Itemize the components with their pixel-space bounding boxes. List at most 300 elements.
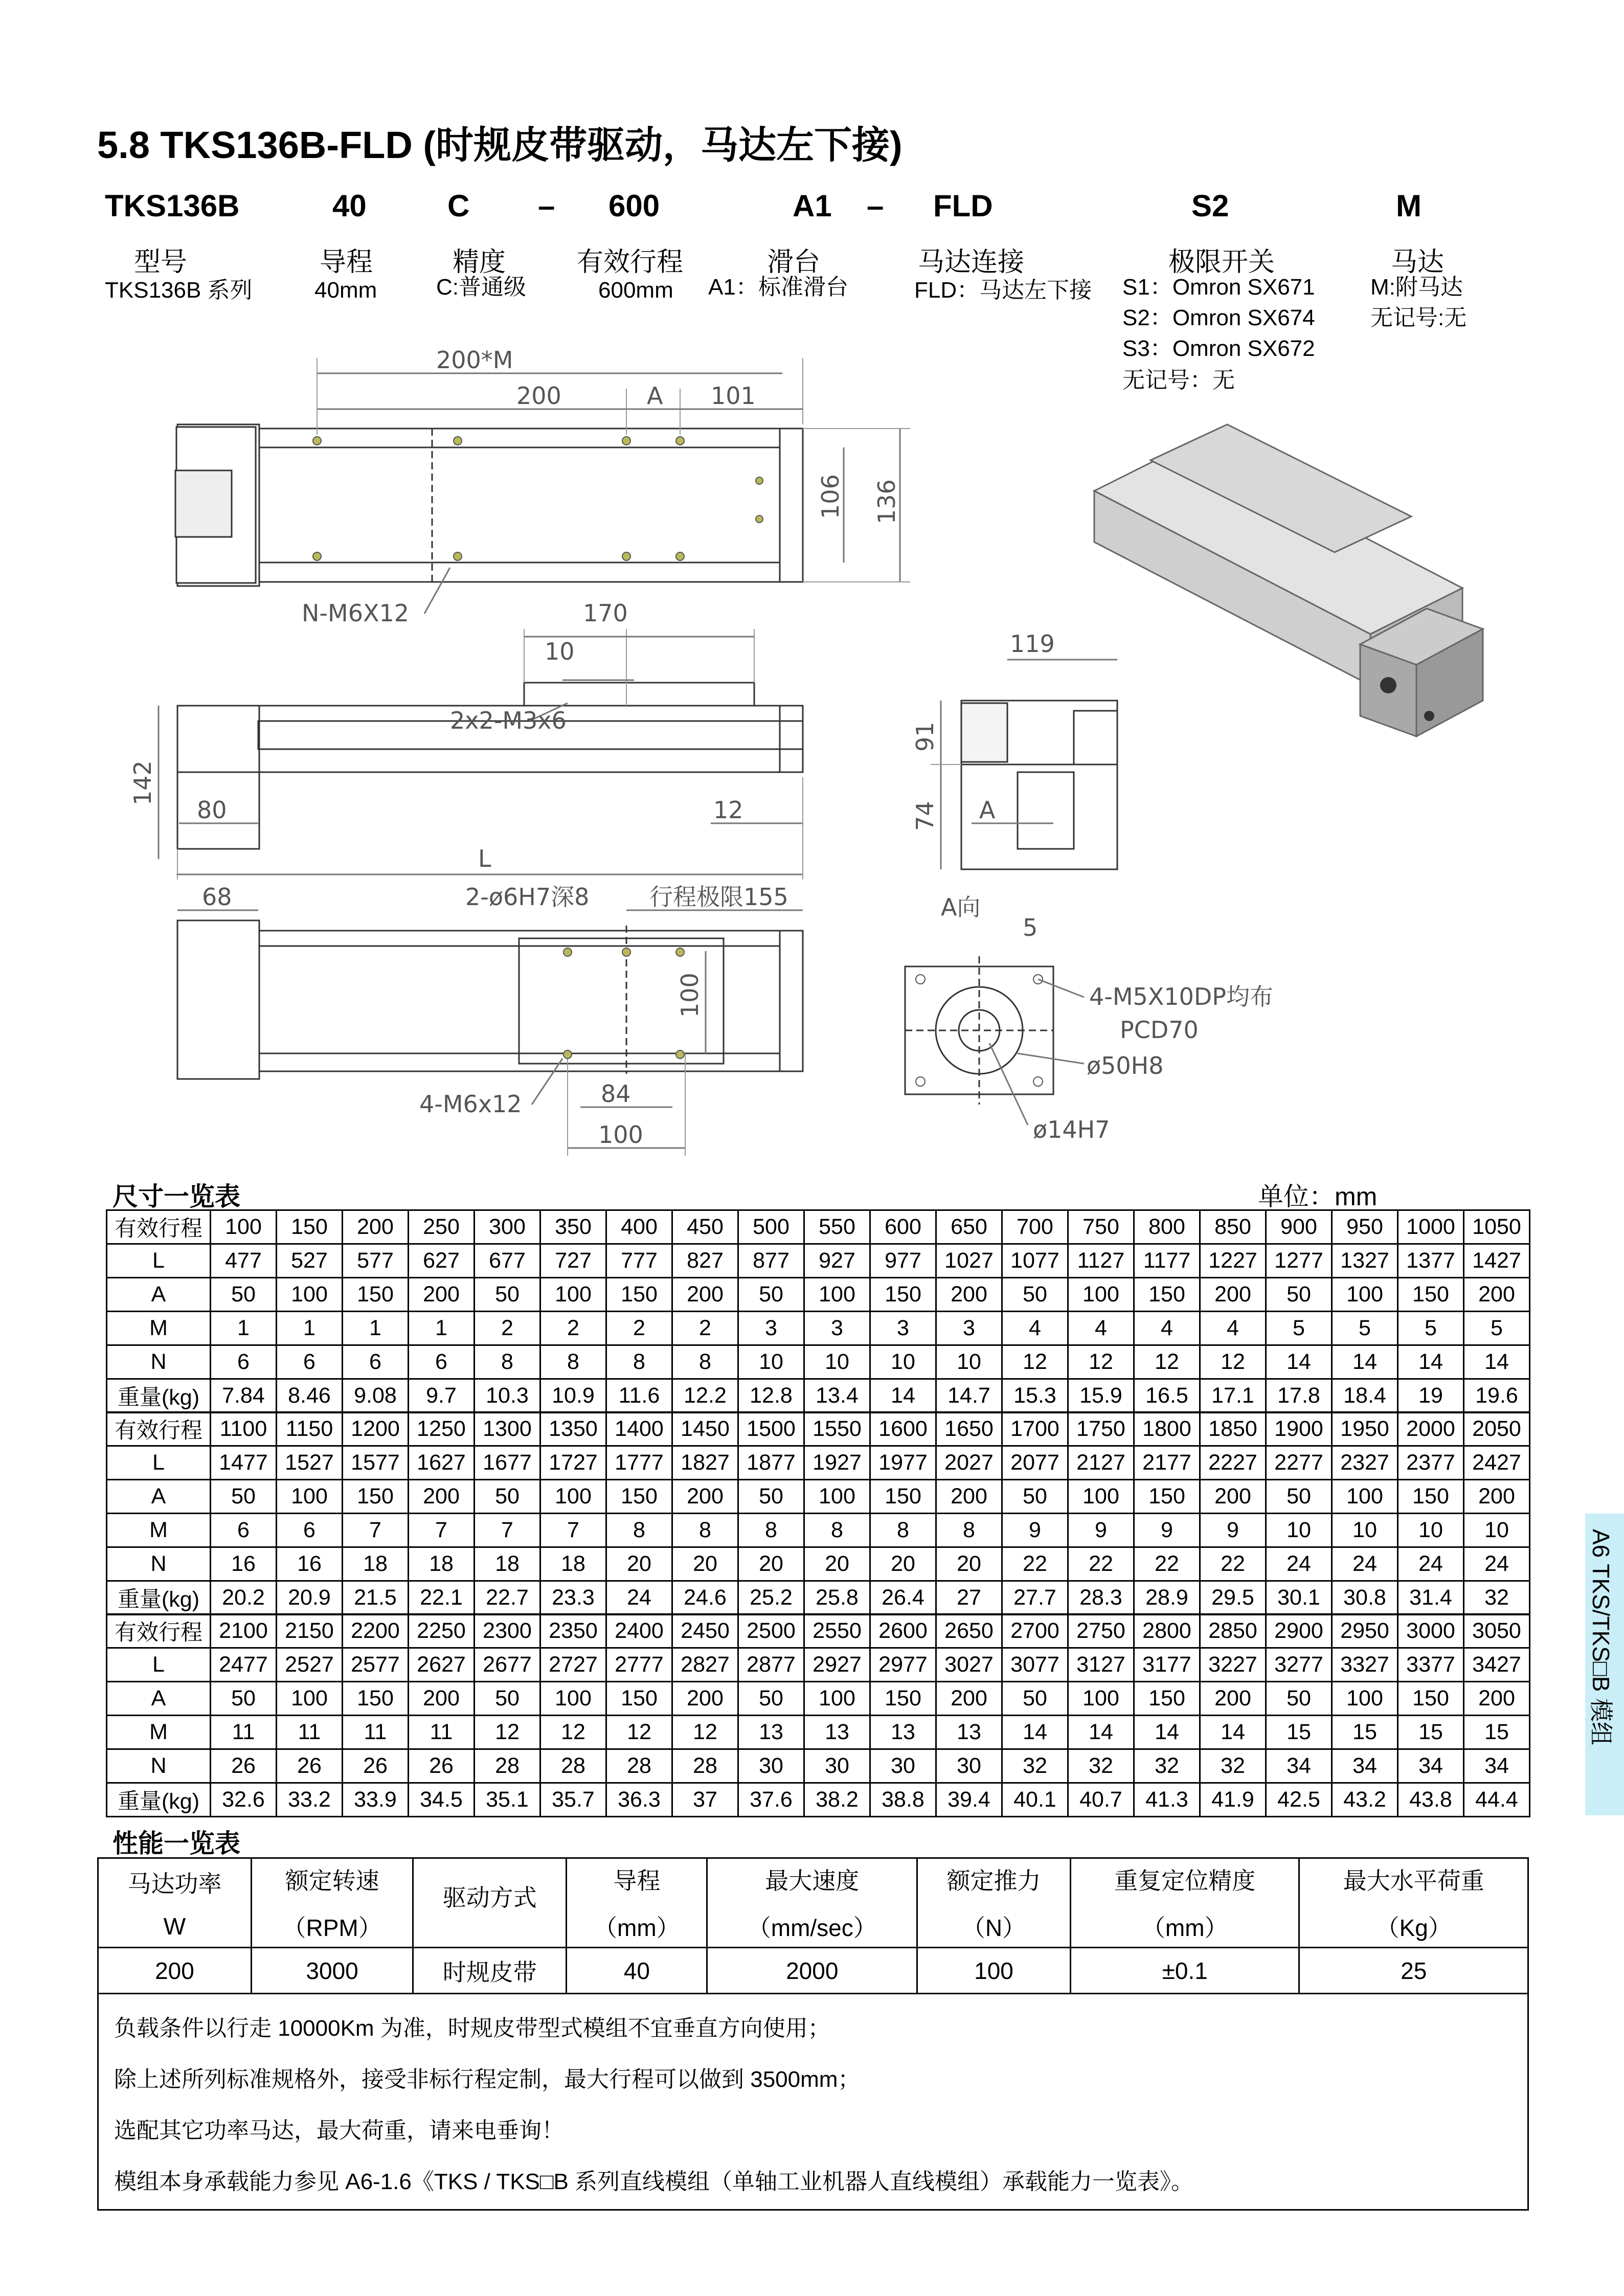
table-cell: 50 [738,1480,804,1514]
table-cell: 32.6 [211,1783,277,1817]
table-cell: 50 [211,1480,277,1514]
dim-label: N-M6X12 [302,599,410,627]
table-cell: 33.9 [343,1783,409,1817]
table-cell: 8 [870,1514,936,1547]
table-cell: 16 [211,1547,277,1581]
table-cell: 100 [540,1682,606,1716]
dim-label: A [979,796,996,824]
code-slide: A1 [793,189,832,223]
table-cell: 14 [1200,1716,1266,1749]
table-cell: 2200 [343,1614,409,1648]
table-cell: 3427 [1464,1648,1530,1682]
table-cell: 727 [540,1244,606,1278]
perf-value: 200 [98,1948,252,1994]
table-cell: 777 [606,1244,672,1278]
table-cell: 2350 [540,1614,606,1648]
table-cell: 1477 [211,1446,277,1480]
table-cell: 2977 [870,1648,936,1682]
performance-table-title: 性能一览表 [112,1829,240,1858]
table-cell: 5 [1464,1312,1530,1345]
table-cell: 12 [1200,1345,1266,1379]
table-cell: 10.9 [540,1379,606,1413]
table-cell: 750 [1068,1210,1134,1244]
table-cell: 32 [1464,1581,1530,1615]
table-cell: 1177 [1134,1244,1200,1278]
dim-label: 74 [911,801,939,831]
table-cell: 1250 [409,1412,475,1446]
table-cell: 2150 [277,1614,343,1648]
table-cell: 1000 [1398,1210,1464,1244]
row-header: 有效行程 [107,1412,211,1446]
table-cell: 50 [1266,1278,1332,1312]
table-cell: 12 [1068,1345,1134,1379]
table-cell: 13 [936,1716,1002,1749]
table-cell: 1277 [1266,1244,1332,1278]
table-cell: 2477 [211,1648,277,1682]
table-cell: 150 [606,1682,672,1716]
table-cell: 44.4 [1464,1783,1530,1817]
table-cell: 26.4 [870,1581,936,1615]
table-cell: 12.2 [672,1379,738,1413]
dim-label: 2x2-M3x6 [450,707,567,734]
table-cell: 35.7 [540,1783,606,1817]
table-cell: 100 [1332,1480,1398,1514]
table-cell: 2050 [1464,1412,1530,1446]
table-cell: 10 [1464,1514,1530,1547]
table-row [107,1446,1530,1480]
table-cell: 4 [1134,1312,1200,1345]
table-row [107,1749,1530,1783]
table-cell: 14 [1464,1345,1530,1379]
perf-header-line: 导程 [613,1867,661,1894]
table-cell: 40.7 [1068,1783,1134,1817]
table-cell: 700 [1002,1210,1068,1244]
dim-label: 5 [1023,914,1038,941]
table-cell: 18.4 [1332,1379,1398,1413]
table-cell: 37.6 [738,1783,804,1817]
dim-label: 80 [197,796,227,824]
table-cell: 1327 [1332,1244,1398,1278]
row-header: A [107,1278,211,1312]
note-line: 模组本身承载能力参见 A6-1.6《TKS / TKS□B 系列直线模组（单轴工业机器人直线模组）承载能力一览表》。 [114,2169,1194,2194]
table-cell: 1627 [409,1446,475,1480]
table-cell: 13 [804,1716,870,1749]
table-cell: 200 [1464,1682,1530,1716]
table-cell: 950 [1332,1210,1398,1244]
code-stroke: 600 [608,189,660,223]
table-cell: 1227 [1200,1244,1266,1278]
table-cell: 12 [540,1716,606,1749]
field-desc: S1：Omron SX671 [1122,275,1315,300]
code-motor: M [1396,189,1422,223]
perf-header-line: 最大水平荷重 [1343,1867,1484,1894]
table-row [107,1345,1530,1379]
perf-header [98,1858,252,1948]
table-cell: 20 [606,1547,672,1581]
table-cell: 23.3 [540,1581,606,1615]
perf-value: 40 [567,1948,707,1994]
perf-header-line: （mm） [1141,1915,1228,1941]
table-cell: 6 [211,1345,277,1379]
table-cell: 31.4 [1398,1581,1464,1615]
table-cell: 527 [277,1244,343,1278]
table-cell: 11 [343,1716,409,1749]
table-cell: 26 [211,1749,277,1783]
perf-value: 3000 [251,1948,413,1994]
dim-label: 行程极限155 [649,883,788,911]
code-switch: S2 [1191,189,1229,223]
table-cell: 11 [277,1716,343,1749]
table-cell: 2327 [1332,1446,1398,1480]
table-cell: 3327 [1332,1648,1398,1682]
table-cell: 5 [1398,1312,1464,1345]
table-cell: 2550 [804,1614,870,1648]
table-cell: 200 [1200,1278,1266,1312]
table-cell: 30 [936,1749,1002,1783]
table-cell: 877 [738,1244,804,1278]
table-cell: 16.5 [1134,1379,1200,1413]
table-cell: 24 [1464,1547,1530,1581]
table-cell: 16 [277,1547,343,1581]
table-cell: 677 [475,1244,540,1278]
table-cell: 2677 [475,1648,540,1682]
table-cell: 4 [1002,1312,1068,1345]
table-cell: 6 [343,1345,409,1379]
field-desc: M:附马达 [1370,275,1463,300]
table-cell: 2877 [738,1648,804,1682]
table-cell: 3127 [1068,1648,1134,1682]
field-desc: A1：标准滑台 [708,275,848,300]
table-cell: 927 [804,1244,870,1278]
table-cell: 8 [672,1514,738,1547]
field-label: 有效行程 [577,247,684,277]
table-cell: 627 [409,1244,475,1278]
field-label: 极限开关 [1168,247,1275,277]
table-cell: 200 [672,1682,738,1716]
perf-header [251,1858,413,1948]
table-cell: 200 [343,1210,409,1244]
table-cell: 8 [606,1514,672,1547]
table-cell: 7 [475,1514,540,1547]
field-desc: S3：Omron SX672 [1122,336,1315,361]
dimension-table-block [106,1613,1530,1817]
table-cell: 150 [343,1278,409,1312]
row-header: L [107,1648,211,1682]
table-cell: 1 [277,1312,343,1345]
table-cell: 28 [606,1749,672,1783]
table-cell: 24 [1266,1547,1332,1581]
table-cell: 8.46 [277,1379,343,1413]
perf-header-line: 重复定位精度 [1114,1867,1256,1894]
table-cell: 200 [409,1480,475,1514]
table-cell: 26 [277,1749,343,1783]
row-header: 重量(kg) [107,1379,211,1413]
table-cell: 200 [1200,1682,1266,1716]
perf-header [1299,1858,1528,1948]
field-desc: 无记号:无 [1370,305,1467,330]
table-cell: 150 [870,1278,936,1312]
dim-label: 10 [545,638,575,665]
table-cell: 1200 [343,1412,409,1446]
perf-header [567,1858,707,1948]
field-label: 导程 [320,247,373,277]
table-cell: 1100 [211,1412,277,1446]
dim-label: 142 [129,760,156,805]
row-header: N [107,1345,211,1379]
table-cell: 900 [1266,1210,1332,1244]
table-cell: 150 [606,1480,672,1514]
dim-label: ø14H7 [1033,1116,1110,1143]
perf-header-line: W [163,1913,186,1940]
table-cell: 4 [1200,1312,1266,1345]
table-cell: 1600 [870,1412,936,1446]
table-cell: 30 [804,1749,870,1783]
row-header: L [107,1244,211,1278]
table-cell: 13 [870,1716,936,1749]
table-cell: 7 [409,1514,475,1547]
table-cell: 14 [1068,1716,1134,1749]
table-row [107,1312,1530,1345]
table-cell: 22.7 [475,1581,540,1615]
table-cell: 50 [475,1682,540,1716]
table-cell: 13 [738,1716,804,1749]
table-cell: 8 [804,1514,870,1547]
table-cell: 50 [475,1278,540,1312]
field-desc: 600mm [598,278,673,303]
perf-header [917,1858,1071,1948]
table-row [107,1480,1530,1514]
table-cell: 200 [1200,1480,1266,1514]
table-cell: 2750 [1068,1614,1134,1648]
table-cell: 42.5 [1266,1783,1332,1817]
note-line: 负载条件以行走 10000Km 为准，时规皮带型式模组不宜垂直方向使用； [114,2016,830,2041]
table-cell: 50 [1266,1480,1332,1514]
perf-header-line: 马达功率 [127,1871,222,1897]
table-cell: 1700 [1002,1412,1068,1446]
table-cell: 27.7 [1002,1581,1068,1615]
dim-label: 119 [1010,630,1055,658]
table-cell: 30 [870,1749,936,1783]
table-cell: 1050 [1464,1210,1530,1244]
perf-header-line: 额定转速 [285,1867,379,1894]
table-cell: 850 [1200,1210,1266,1244]
table-cell: 9 [1200,1514,1266,1547]
table-cell: 9.08 [343,1379,409,1413]
table-cell: 3 [738,1312,804,1345]
row-header: A [107,1682,211,1716]
table-cell: 1650 [936,1412,1002,1446]
table-cell: 650 [936,1210,1002,1244]
table-cell: 1 [343,1312,409,1345]
table-cell: 2827 [672,1648,738,1682]
code-dash: – [867,189,884,223]
table-cell: 1400 [606,1412,672,1446]
table-row [107,1244,1530,1278]
table-cell: 10.3 [475,1379,540,1413]
table-cell: 150 [1398,1682,1464,1716]
field-label: 型号 [134,247,188,277]
row-header: M [107,1312,211,1345]
table-cell: 100 [1332,1682,1398,1716]
table-cell: 9 [1134,1514,1200,1547]
table-cell: 1727 [540,1446,606,1480]
table-cell: 1927 [804,1446,870,1480]
table-cell: 12 [1002,1345,1068,1379]
dim-label: 84 [601,1080,631,1108]
code-model: TKS136B [105,189,240,223]
table-cell: 28.9 [1134,1581,1200,1615]
table-cell: 2177 [1134,1446,1200,1480]
table-cell: 10 [1266,1514,1332,1547]
table-cell: 1900 [1266,1412,1332,1446]
table-cell: 6 [211,1514,277,1547]
code-lead: 40 [332,189,367,223]
table-cell: 3050 [1464,1614,1530,1648]
table-row [107,1682,1530,1716]
table-cell: 8 [540,1345,606,1379]
table-cell: 11 [409,1716,475,1749]
table-cell: 38.2 [804,1783,870,1817]
table-cell: 29.5 [1200,1581,1266,1615]
table-cell: 28.3 [1068,1581,1134,1615]
table-row [107,1278,1530,1312]
table-row [107,1412,1530,1446]
table-cell: 100 [804,1278,870,1312]
table-cell: 1150 [277,1412,343,1446]
table-cell: 350 [540,1210,606,1244]
table-cell: 25.2 [738,1581,804,1615]
table-cell: 1377 [1398,1244,1464,1278]
table-cell: 8 [738,1514,804,1547]
table-cell: 3177 [1134,1648,1200,1682]
field-label: 滑台 [767,247,821,277]
table-cell: 34.5 [409,1783,475,1817]
table-cell: 2950 [1332,1614,1398,1648]
table-cell: 32 [1200,1749,1266,1783]
row-header: N [107,1749,211,1783]
dim-label: 68 [202,883,232,911]
table-row [107,1614,1530,1648]
table-cell: 8 [606,1345,672,1379]
dim-label: L [478,845,491,872]
table-cell: 2250 [409,1614,475,1648]
table-cell: 20 [672,1547,738,1581]
table-cell: 2427 [1464,1446,1530,1480]
table-cell: 3 [804,1312,870,1345]
table-cell: 2627 [409,1648,475,1682]
table-cell: 27 [936,1581,1002,1615]
row-header: M [107,1514,211,1547]
table-cell: 100 [277,1278,343,1312]
table-cell: 50 [1002,1480,1068,1514]
table-cell: 1827 [672,1446,738,1480]
table-cell: 4 [1068,1312,1134,1345]
table-cell: 20.2 [211,1581,277,1615]
table-cell: 43.8 [1398,1783,1464,1817]
table-cell: 26 [409,1749,475,1783]
table-row [107,1716,1530,1749]
table-cell: 2777 [606,1648,672,1682]
table-cell: 100 [211,1210,277,1244]
table-cell: 10 [936,1345,1002,1379]
table-cell: 32 [1002,1749,1068,1783]
table-cell: 300 [475,1210,540,1244]
table-cell: 100 [804,1682,870,1716]
table-row [107,1581,1530,1615]
table-cell: 15 [1464,1716,1530,1749]
table-cell: 14 [870,1379,936,1413]
perf-header-line: 最大速度 [765,1867,860,1894]
notes-cell [98,1994,1528,2210]
table-cell: 37 [672,1783,738,1817]
table-cell: 2927 [804,1648,870,1682]
dim-label: 100 [676,973,704,1018]
table-cell: 38.8 [870,1783,936,1817]
table-cell: 10 [738,1345,804,1379]
table-cell: 35.1 [475,1783,540,1817]
perf-header-line: （mm/sec） [747,1915,877,1941]
table-cell: 22 [1134,1547,1200,1581]
table-cell: 24 [1398,1547,1464,1581]
table-cell: 50 [738,1682,804,1716]
table-cell: 22.1 [409,1581,475,1615]
table-cell: 1550 [804,1412,870,1446]
table-cell: 3027 [936,1648,1002,1682]
table-cell: 28 [475,1749,540,1783]
table-cell: 9 [1068,1514,1134,1547]
table-cell: 2727 [540,1648,606,1682]
dim-label: 100 [598,1121,643,1149]
table-cell: 13.4 [804,1379,870,1413]
table-cell: 28 [540,1749,606,1783]
table-cell: 34 [1332,1749,1398,1783]
table-cell: 14.7 [936,1379,1002,1413]
table-cell: 39.4 [936,1783,1002,1817]
table-cell: 3000 [1398,1614,1464,1648]
table-cell: 26 [343,1749,409,1783]
page-title: 5.8 TKS136B-FLD (时规皮带驱动，马达左下接) [97,124,903,166]
table-cell: 7 [343,1514,409,1547]
table-cell: 2227 [1200,1446,1266,1480]
table-cell: 24.6 [672,1581,738,1615]
table-cell: 7.84 [211,1379,277,1413]
table-cell: 450 [672,1210,738,1244]
field-desc: TKS136B 系列 [105,278,253,303]
table-cell: 2850 [1200,1614,1266,1648]
table-cell: 150 [277,1210,343,1244]
dim-label: 4-M6x12 [419,1090,522,1118]
table-cell: 14 [1332,1345,1398,1379]
table-cell: 200 [936,1682,1002,1716]
table-cell: 2 [672,1312,738,1345]
table-cell: 3 [936,1312,1002,1345]
table-cell: 41.9 [1200,1783,1266,1817]
table-cell: 41.3 [1134,1783,1200,1817]
dim-label: 136 [873,479,900,524]
table-row [107,1379,1530,1413]
dim-label: 4-M5X10DP均布 [1089,983,1274,1010]
table-cell: 1677 [475,1446,540,1480]
table-cell: 200 [1464,1480,1530,1514]
table-cell: 2650 [936,1614,1002,1648]
table-cell: 1077 [1002,1244,1068,1278]
dimension-table-title: 尺寸一览表 [112,1182,240,1211]
table-row [107,1210,1530,1244]
table-cell: 150 [870,1682,936,1716]
table-cell: 100 [1332,1278,1398,1312]
table-cell: 200 [936,1480,1002,1514]
table-cell: 14 [1134,1716,1200,1749]
